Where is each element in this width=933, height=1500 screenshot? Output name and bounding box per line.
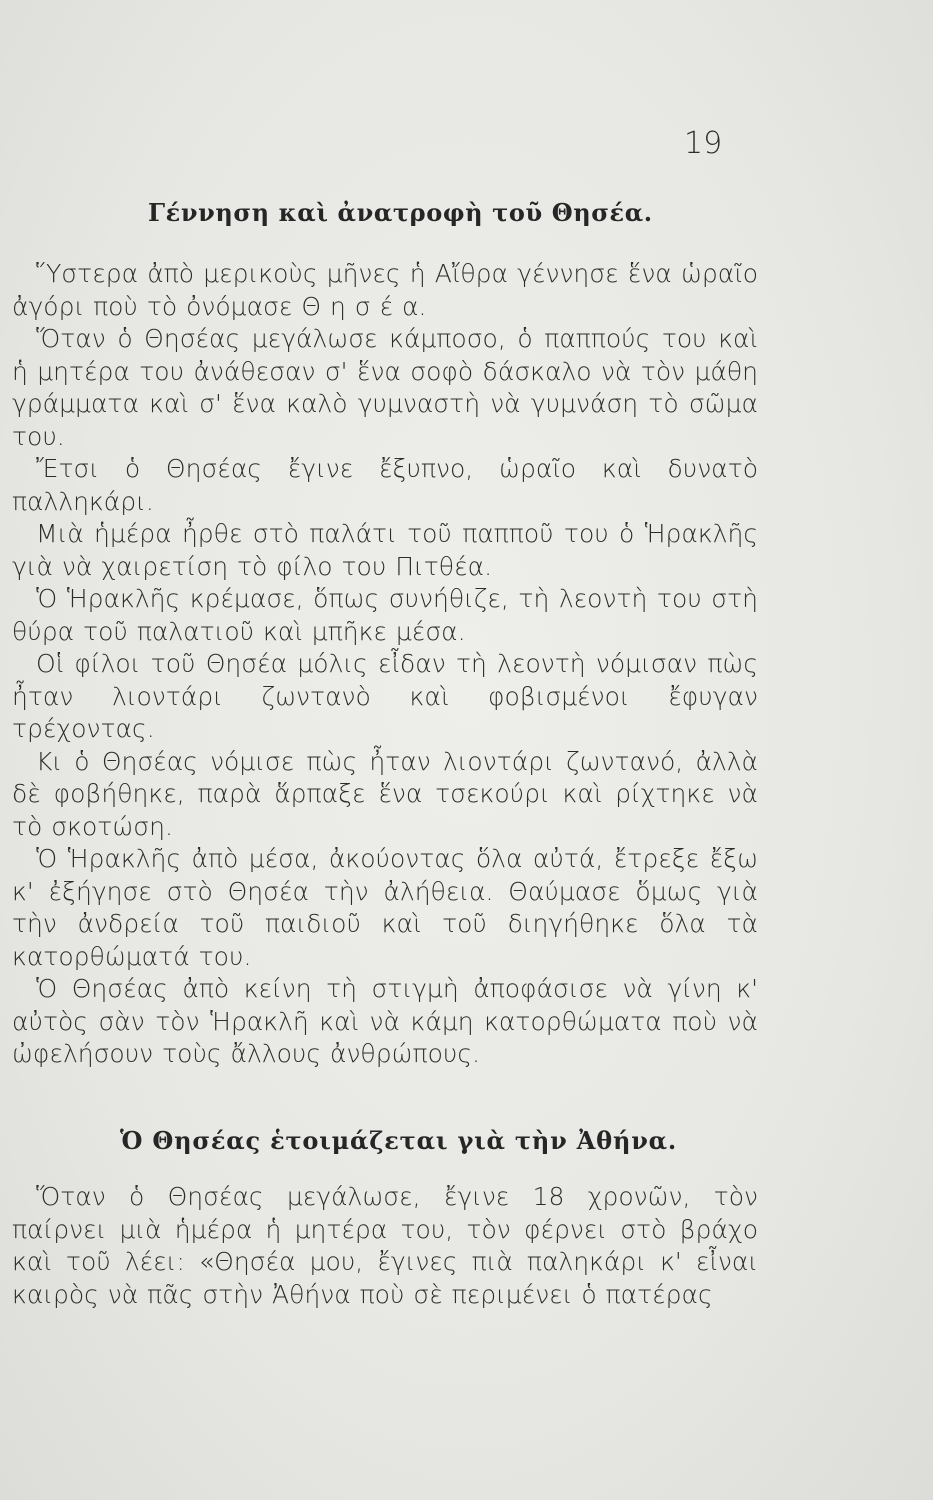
paragraph: Ὕστερα ἀπὸ μερικοὺς μῆνες ἡ Αἴθρα γέννησε ἕνα ὡραῖο ἀγόρι ποὺ τὸ ὀνόμασε Θ η σ έ α. — [12, 259, 758, 321]
paragraph: Οἱ φίλοι τοῦ Θησέα μόλις εἶδαν τὴ λεοντὴ νόμισαν πὼς ἦταν λιοντάρι ζωντανὸ καὶ φοβισμένοι ἔφυγαν τρέχοντας. — [12, 649, 758, 743]
page-number: 19 — [684, 126, 723, 161]
paragraph: Ὁ Θησέας ἀπὸ κείνη τὴ στιγμὴ ἀποφάσισε νὰ γίνη κ' αὐτὸς σὰν τὸν Ἡρακλῆ καὶ νὰ κάμη κατορθώματα ποὺ νὰ ὠφελήσουν τοὺς ἄλλους ἀνθρώπους. — [12, 974, 758, 1068]
paragraph: Μιὰ ἡμέρα ἦρθε στὸ παλάτι τοῦ παπποῦ του ὁ Ἡρακλῆς γιὰ νὰ χαιρετίση τὸ φίλο του Πιτθέα. — [12, 519, 758, 581]
paragraph: Ὁ Ἡρακλῆς κρέμασε, ὅπως συνήθιζε, τὴ λεοντὴ του στὴ θύρα τοῦ παλατιοῦ καὶ μπῆκε μέσα. — [12, 584, 758, 646]
paragraph: Κι ὁ Θησέας νόμισε πὼς ἦταν λιοντάρι ζωντανό, ἀλλὰ δὲ φοβήθηκε, παρὰ ἅρπαξε ἕνα τσεκούρι καὶ ρίχτηκε νὰ τὸ σκοτώση. — [12, 746, 758, 841]
paragraph: Ὁ Ἡρακλῆς ἀπὸ μέσα, ἀκούοντας ὅλα αὐτά, ἔτρεξε ἔξω κ' ἐξήγησε στὸ Θησέα τὴν ἀλήθεια. Θαύμασε ὅμως γιὰ τὴν ἀνδρεία τοῦ παιδιοῦ καὶ τοῦ διηγήθηκε ὅλα τὰ κατορθώματά του. — [12, 844, 758, 971]
section-body-athens — [12, 1181, 758, 1311]
paragraph: Ὅταν ὁ Θησέας μεγάλωσε κάμποσο, ὁ παππούς του καὶ ἡ μητέρα του ἀνάθεσαν σ' ἕνα σοφὸ δάσκαλο νὰ τὸν μάθη γράμματα καὶ σ' ἕνα καλὸ γυμναστὴ νὰ γυμνάση τὸ σῶμα του. — [12, 324, 758, 451]
paragraph: Ὅταν ὁ Θησέας μεγάλωσε, ἔγινε 18 χρονῶν, τὸν παίρνει μιὰ ἡμέρα ἡ μητέρα του, τὸν φέρνει στὸ βράχο καὶ τοῦ λέει: «Θησέα μου, ἔγινες πιὰ παληκάρι κ' εἶναι καιρὸς νὰ πᾶς στὴν Ἀθήνα ποὺ σὲ περιμένει ὁ πατέρας — [12, 1182, 758, 1309]
section-title-birth: Γέννηση καὶ ἀνατροφὴ τοῦ Θησέα. — [148, 198, 653, 227]
section-title-athens: Ὁ Θησέας ἑτοιμάζεται γιὰ τὴν Ἀθήνα. — [120, 1126, 678, 1155]
paragraph: Ἔτσι ὁ Θησέας ἔγινε ἔξυπνο, ὡραῖο καὶ δυνατὸ παλληκάρι. — [12, 454, 758, 516]
section-body-birth — [12, 258, 758, 1071]
